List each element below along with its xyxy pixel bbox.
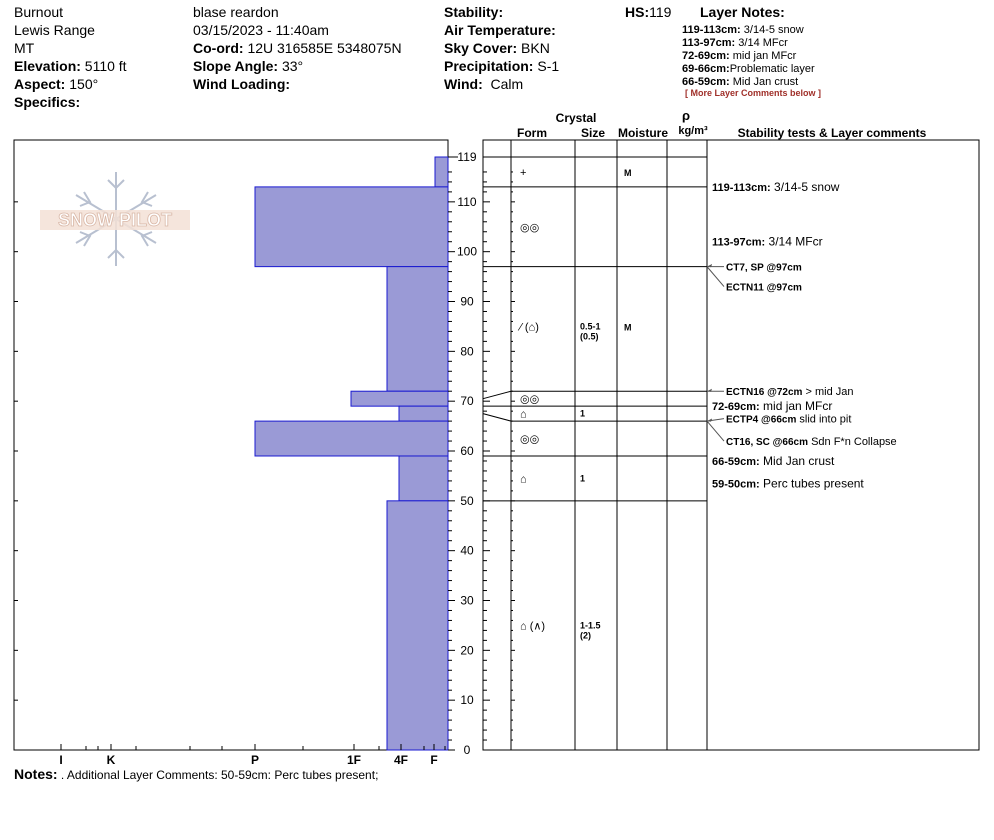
x-tick-label: I xyxy=(59,753,63,767)
form-header: Form xyxy=(517,126,547,140)
crystal-form: ◎◎ xyxy=(520,221,540,234)
layer-comment xyxy=(712,180,840,194)
layer-note-range: 66-59cm: xyxy=(682,76,730,88)
crystal-form: + xyxy=(520,166,527,179)
crystal-form: ⌂ xyxy=(520,408,527,421)
layer-comment xyxy=(712,476,864,490)
wind-value: Calm xyxy=(490,76,524,92)
crystal-size: (2) xyxy=(580,630,591,641)
layer-boundary xyxy=(483,414,707,421)
arrow-head-icon xyxy=(707,419,712,422)
observer-name: blase reardon xyxy=(193,4,279,20)
moisture-value: M xyxy=(624,167,632,178)
stability-test-result: CT7, SP @97cm xyxy=(726,262,802,274)
size-header: Size xyxy=(580,126,606,140)
layer-boundary xyxy=(483,391,707,398)
layer-comment-range: 72-69cm: xyxy=(712,401,760,414)
stability-test xyxy=(726,386,854,398)
layer-comment-text: mid jan MFcr xyxy=(759,399,833,414)
crystal-form: ⌂ xyxy=(520,473,527,486)
layer-note-text: Mid Jan crust xyxy=(732,76,799,88)
sky-label: Sky Cover: xyxy=(444,40,518,56)
stability-test xyxy=(726,283,802,294)
layer-comment-text: Perc tubes present xyxy=(759,476,864,491)
stability-test-note: slid into pit xyxy=(796,413,852,426)
x-tick-label: K xyxy=(106,753,116,767)
stability-test-note: Sdn F*n Collapse xyxy=(808,436,897,449)
hardness-bar xyxy=(255,187,448,267)
elevation-value: 5110 ft xyxy=(84,58,127,74)
notes-label: Notes: xyxy=(14,766,58,782)
stability-label: Stability: xyxy=(444,4,504,20)
y-tick-label: 10 xyxy=(460,693,474,708)
crystal-size: 1 xyxy=(580,408,586,419)
notes xyxy=(14,766,378,782)
layer-comment-text: 3/14 MFcr xyxy=(765,234,823,249)
layer-comment-text: 3/14-5 snow xyxy=(770,179,840,194)
layer-comment xyxy=(712,454,835,468)
y-tick-label: 100 xyxy=(456,244,478,259)
layer-comment-range: 66-59cm: xyxy=(712,455,760,468)
more-layer-comments-link[interactable]: [ More Layer Comments below ] xyxy=(685,88,822,98)
y-tick-label: 60 xyxy=(460,444,474,459)
crystal-size: 1 xyxy=(580,473,586,484)
moisture-header: Moisture xyxy=(617,126,669,140)
hardness-bar xyxy=(399,456,448,501)
stability-test xyxy=(726,414,851,426)
layer-note-range: 69-66cm: xyxy=(682,63,730,75)
mountain-range: Lewis Range xyxy=(14,22,95,38)
layer-comment xyxy=(712,235,823,249)
precip-value: S-1 xyxy=(537,58,560,74)
test-arrow xyxy=(707,267,724,287)
y-tick-label: 119 xyxy=(457,150,477,164)
layer-note-text: Problematic layer xyxy=(729,63,815,75)
y-tick-label: 90 xyxy=(460,294,474,309)
layer-note-text: 3/14-5 snow xyxy=(743,24,804,36)
hardness-bar xyxy=(255,421,448,456)
density-rho-header: ρ xyxy=(681,108,691,123)
x-tick-label: 1F xyxy=(346,753,362,767)
y-tick-label: 40 xyxy=(460,543,474,558)
layer-note-range: 119-113cm: xyxy=(682,24,741,36)
aspect-label: Aspect: xyxy=(14,76,66,92)
y-tick-label: 70 xyxy=(460,394,474,409)
stability-test xyxy=(726,436,897,448)
hs-label: HS: xyxy=(625,4,650,20)
layer-comment-text: Mid Jan crust xyxy=(759,453,835,468)
layer-note-range: 113-97cm: xyxy=(682,37,736,49)
y-tick-label: 80 xyxy=(460,344,474,359)
x-tick-label: P xyxy=(250,753,260,767)
slope-label: Slope Angle: xyxy=(193,58,279,74)
stability-tests-header: Stability tests & Layer comments xyxy=(737,126,927,140)
layer-comment xyxy=(712,399,832,413)
coord-value: 12U 316585E 5348075N xyxy=(247,40,402,56)
hardness-bar xyxy=(399,406,448,421)
notes-text: . Additional Layer Comments: 50-59cm: Perc tubes present; xyxy=(60,768,379,782)
aspect-value: 150° xyxy=(69,76,99,92)
layer-notes-title: Layer Notes: xyxy=(700,4,785,20)
table-column-lines xyxy=(511,140,707,750)
layer-note-text: 3/14 MFcr xyxy=(738,37,788,49)
snowpilot-logo xyxy=(40,172,190,266)
hardness-bar xyxy=(435,157,448,187)
hardness-bar xyxy=(387,267,448,392)
stability-test-result: ECTP4 @66cm xyxy=(726,414,797,426)
hardness-bar xyxy=(387,501,448,750)
air-temperature-label: Air Temperature: xyxy=(444,22,556,38)
hardness-bar xyxy=(351,391,448,406)
layer-note-range: 72-69cm: xyxy=(682,50,730,62)
layer-note-text: mid jan MFcr xyxy=(732,50,797,62)
location-name: Burnout xyxy=(14,4,64,20)
density-unit-header: kg/m³ xyxy=(678,125,708,137)
wind-label: Wind: xyxy=(444,76,483,92)
x-tick-label: 4F xyxy=(393,753,409,767)
crystal-form: ⌂ (∧) xyxy=(520,620,546,633)
crystal-size: (0.5) xyxy=(580,331,599,342)
hs-value: 119 xyxy=(649,4,672,20)
wind-loading-label: Wind Loading: xyxy=(193,76,291,92)
sky-value: BKN xyxy=(521,40,550,56)
layer-comment-range: 59-50cm: xyxy=(712,478,760,491)
crystal-form: ◎◎ xyxy=(520,393,540,406)
crystal-size: 0.5-1 xyxy=(580,321,601,332)
state: MT xyxy=(14,40,35,56)
layer-comment-range: 113-97cm: xyxy=(712,236,766,249)
stability-test xyxy=(726,263,802,274)
precip-label: Precipitation: xyxy=(444,58,534,74)
coord-label: Co-ord: xyxy=(193,40,244,56)
y-tick-label: 110 xyxy=(457,194,477,209)
crystal-form: ◎◎ xyxy=(520,433,540,446)
test-arrow xyxy=(707,421,724,441)
elevation-label: Elevation: xyxy=(14,58,81,74)
specifics-label: Specifics: xyxy=(14,94,81,110)
slope-value: 33° xyxy=(281,58,304,74)
y-tick-label: 20 xyxy=(460,643,474,658)
observation-datetime: 03/15/2023 - 11:40am xyxy=(193,22,329,38)
crystal-form: ⁄ (⌂) xyxy=(520,321,539,334)
crystal-size: 1-1.5 xyxy=(580,620,601,631)
crystal-header: Crystal xyxy=(555,111,597,125)
x-tick-label: F xyxy=(430,753,438,767)
logo-text: SNOW PILOT xyxy=(58,210,172,230)
stability-test-result: ECTN16 @72cm xyxy=(726,387,803,399)
y-tick-label: 50 xyxy=(460,493,474,508)
y-tick-label: 0 xyxy=(463,743,471,757)
y-tick-label: 30 xyxy=(460,593,474,608)
stability-test-result: ECTN11 @97cm xyxy=(726,282,802,294)
stability-test-result: CT16, SC @66cm xyxy=(726,437,809,449)
layer-comment-range: 119-113cm: xyxy=(712,181,771,194)
stability-test-note: > mid Jan xyxy=(802,386,854,399)
moisture-value: M xyxy=(624,322,632,333)
